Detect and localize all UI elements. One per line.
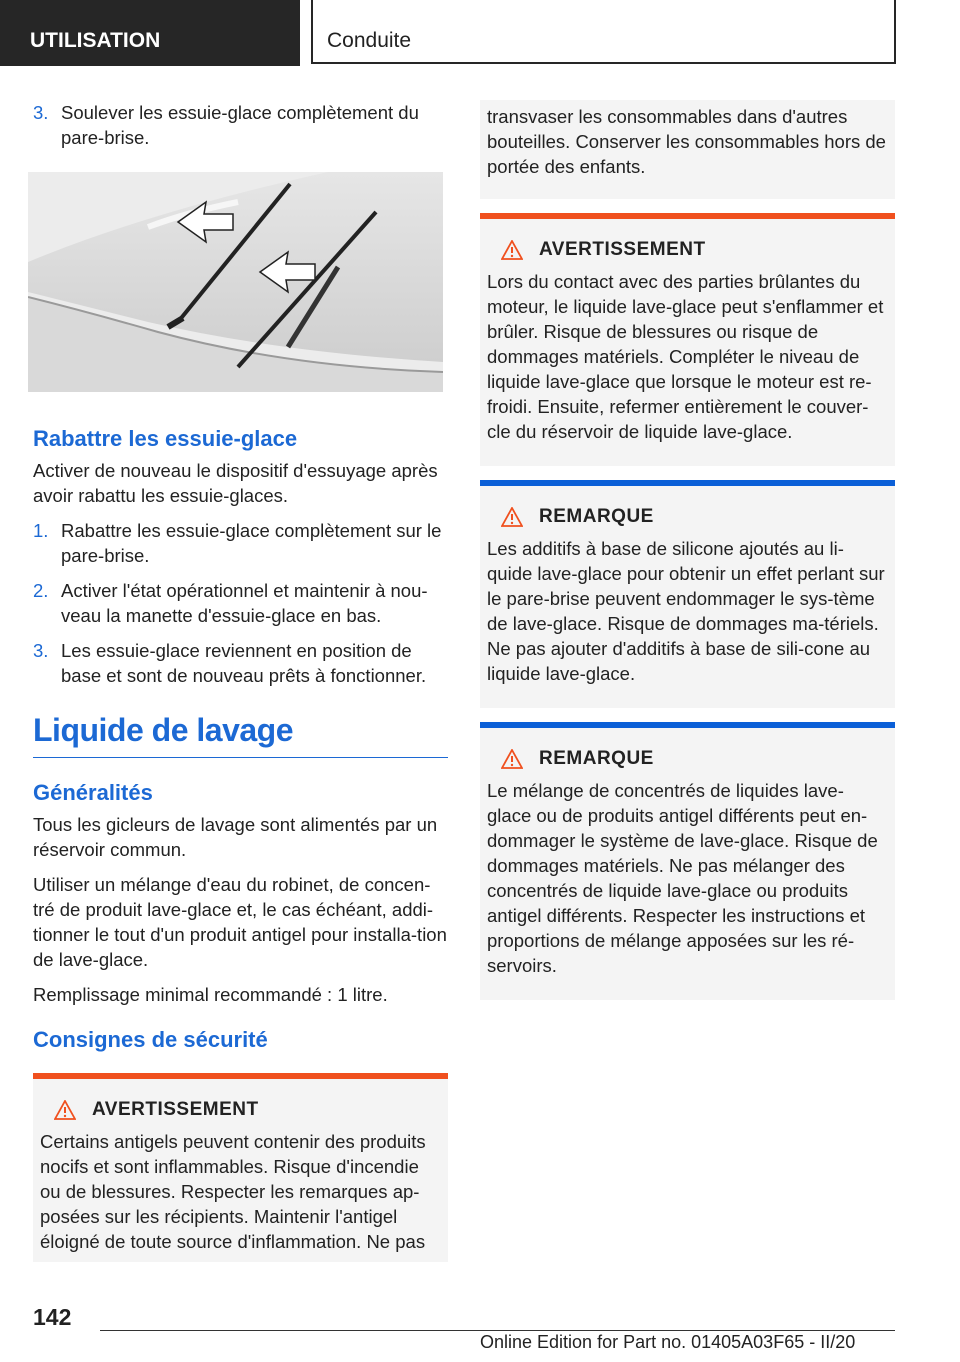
note-text: Le mélange de concentrés de liquides lave-glace ou de produits antigel différents peut en-dommager le système de lave-glace. Risque de dommages matériels. Ne pas mélanger des concentrés de liquide lave-glace ou produits antigel différents. Respecter les instructions et proportions de mélange apposées sur les ré-servoirs. — [487, 780, 878, 976]
chapter-tab: Conduite — [311, 0, 896, 64]
heading-liquide: Liquide de lavage — [33, 712, 448, 758]
warning-triangle-icon — [501, 749, 523, 769]
warning-triangle-icon — [54, 1100, 76, 1120]
edition-text: Online Edition for Part no. 01405A03F65 - II/20 — [480, 1332, 856, 1352]
warning-triangle-icon — [501, 507, 523, 527]
step-number: 3. — [33, 640, 49, 661]
step-lift — [33, 100, 448, 150]
heading-generalites: Généralités — [33, 780, 153, 805]
step-text: Soulever les essuie-glace complètement du pare-brise. — [61, 102, 419, 148]
step-fold-3 — [33, 638, 448, 688]
warning-text: Certains antigels peuvent contenir des produits nocifs et sont inflammables. Risque d'incendie ou de blessures. Respecter les remarques ap-posées sur les récipients. Maintenir l'antigel éloigné de toute source d'inflammation. Ne pas — [40, 1131, 426, 1252]
wiper-illustration — [28, 172, 443, 392]
warning-title — [501, 239, 888, 261]
page-number: 142 — [33, 1304, 72, 1330]
warning-title-text: AVERTISSEMENT — [539, 239, 706, 260]
note-title — [501, 748, 888, 770]
right-column — [480, 100, 895, 1000]
note-box — [480, 722, 895, 1000]
note-box — [480, 480, 895, 708]
note-text: Les additifs à base de silicone ajoutés au li-quide lave-glace pour obtenir un effet perlant sur le pare-brise peuvent endommager le sys-tème de lave-glace. Risque de dommages ma-tériels. Ne pas ajouter d'additifs à base de sili-cone au liquide lave-glace. — [487, 538, 885, 684]
warning-text: Lors du contact avec des parties brûlantes du moteur, le liquide lave-glace peut s'enflammer et brûler. Risque de blessures ou risque de dommages matériels. Compléter le niveau de liquide lave-glace que lorsque le moteur est re-froidi. Ensuite, refermer entièrement le couver-cle du réservoir de liquide lave-glace. — [487, 271, 884, 442]
warning-triangle-icon — [501, 240, 523, 260]
step-fold-1 — [33, 518, 448, 568]
left-column — [33, 100, 448, 1262]
note-title-text: REMARQUE — [539, 748, 654, 769]
warning-box — [480, 213, 895, 466]
paragraph-gen-3: Remplissage minimal recommandé : 1 litre. — [33, 984, 388, 1005]
heading-consignes: Consignes de sécurité — [33, 1027, 268, 1052]
paragraph-gen-1: Tous les gicleurs de lavage sont alimentés par un réservoir commun. — [33, 814, 438, 860]
warning-box — [33, 1073, 448, 1262]
page-header — [0, 0, 960, 66]
step-text: Rabattre les essuie-glace complètement sur le pare-brise. — [61, 520, 442, 566]
step-number: 1. — [33, 520, 49, 541]
footer-divider — [100, 1330, 895, 1331]
section-tab: UTILISATION — [0, 0, 300, 66]
step-number: 2. — [33, 580, 49, 601]
note-title-text: REMARQUE — [539, 506, 654, 527]
note-title — [501, 506, 888, 528]
step-text: Les essuie-glace reviennent en position de base et sont de nouveau prêts à fonctionner. — [61, 640, 427, 686]
paragraph-gen-2: Utiliser un mélange d'eau du robinet, de concen-tré de produit lave-glace et, le cas échéant, addi-tionner le tout d'un produit antigel pour installa-tion de lave-glace. — [33, 874, 447, 970]
warning-title-text: AVERTISSEMENT — [92, 1099, 259, 1120]
warning-title — [54, 1099, 441, 1121]
warning-continuation: transvaser les consommables dans d'autres bouteilles. Conserver les consommables hors de portée des enfants. — [480, 100, 895, 199]
step-text: Activer l'état opérationnel et maintenir à nou-veau la manette d'essuie-glace en bas. — [61, 580, 428, 626]
paragraph-rabattre: Activer de nouveau le dispositif d'essuyage après avoir rabattu les essuie-glaces. — [33, 460, 438, 506]
heading-rabattre: Rabattre les essuie-glace — [33, 426, 298, 451]
step-fold-2 — [33, 578, 448, 628]
step-number: 3. — [33, 102, 49, 123]
